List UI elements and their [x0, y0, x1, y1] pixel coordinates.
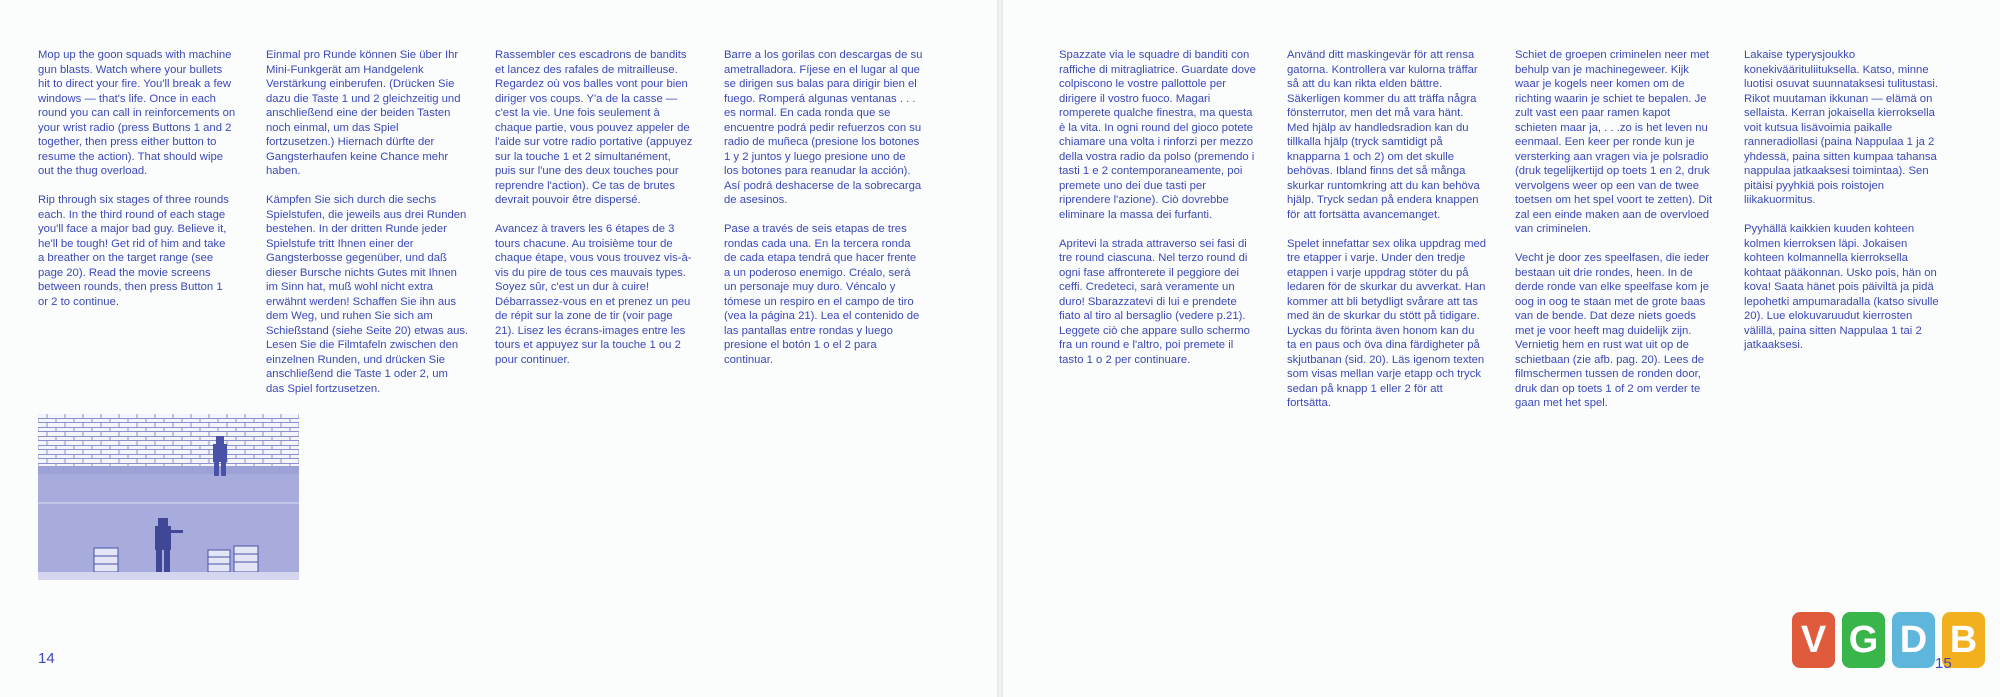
left-page: [0, 0, 997, 697]
french-column: [495, 48, 713, 382]
game-screenshot: [38, 414, 299, 580]
english-paragraph-2: Rip through six stages of three rounds each. In the third round of each stage you'll face a major bad guy. Believe it, he'll be tough! Get rid of him and take a breather on the target range (see page 20). Read the movie screens between rounds, then press Button 1 or 2 to continue.: [38, 194, 229, 308]
logo-letter-g: G: [1842, 612, 1885, 668]
spanish-paragraph-2: Pase a través de seis etapas de tres rondas cada una. En la tercera ronda de cada etapa tendrá que hacer frente a un poderoso enemigo. Créalo, será un personaje muy duro. Véncalo y tómese un respiro en el campo de tiro (vea la página 21). Lea el contenido de las pantallas entre rondas y luego presione el botón 1 o el 2 para continuar.: [724, 223, 920, 366]
italian-paragraph-2: Apritevi la strada attraverso sei fasi di tre round ciascuna. Nel terzo round di ogni fase affronterete il peggiore dei ceffi. Credeteci, sarà veramente un duro! Sbarazzatevi di lui e prendete fiato al tiro al bersaglio (vedere p.21). Leggete ciò che appare sullo schermo fra un round e l'altro, poi premete il tasto 1 o 2 per continuare.: [1059, 237, 1250, 366]
page-number-right: 15: [1935, 655, 1952, 672]
italian-paragraph-1: Spazzate via le squadre di banditi con raffiche di mitragliatrice. Guardate dove colpiscono le vostre pallottole per dirigere il vostro fuoco. Magari romperete qualche finestra, ma questa è la vita. In ogni round del gioco potete chiamare una volta i rinforzi per mezzo della vostra radio da polso (premendo i tasti 1 e 2 contemporaneamente, poi premete uno dei due tasti per riprendere l'azione). Ciò dovrebbe eliminare la massa dei furfanti.: [1059, 49, 1256, 221]
english-column: [38, 48, 256, 324]
finnish-paragraph-1: Lakaise typerysjoukko konekiväärituliituksella. Katso, minne luotisi osuvat suunnataksesi tulitustasi. Rikot muutaman ikkunan — elämä on sellaista. Kerran jokaisella kierroksella voit kutsua lisävoimia paikalle ranneradiollasi (paina Nappulaa 1 ja 2 yhdessä, paina sitten kumpaa tahansa nappulaa jatkaaksesi toimintaa). Sen pitäisi pyyhkiä pois roistojen liikakuormitus.: [1744, 49, 1939, 206]
french-paragraph-2: Avancez à travers les 6 étapes de 3 tours chacune. Au troisième tour de chaque étape, vous vous trouvez vis-à- vis du pire de tous ces mauvais types. Soyez sûr, c'est un dur à cuire! Débarrassez-vous en et prenez un peu de répit sur la zone de tir (voir page 21). Lisez les écrans-images entre les tours et appuyez sur la touche 1 ou 2 pour continuer.: [495, 223, 692, 366]
dutch-column: [1515, 48, 1733, 425]
swedish-paragraph-2: Spelet innefattar sex olika uppdrag med tre etapper i varje. Under den tredje etappen i varje uppdrag stöter du på ledaren för de skurkar du avverkat. Han kommer att bli betydligt svårare att tas med än de skurkar du stött på tidigare. Lyckas du förinta även honom kan du ta en paus och öva dina färdigheter på skjutbanan (sid. 20). Läs igenom texten som visas mellan varje etapp och tryck sedan på knapp 1 eller 2 för att fortsätta.: [1287, 237, 1487, 409]
finnish-column: [1744, 48, 1962, 367]
page-number-left: 14: [38, 650, 55, 667]
logo-letter-b: B: [1942, 612, 1985, 668]
italian-column: [1059, 48, 1277, 382]
german-paragraph-2: Kämpfen Sie sich durch die sechs Spielstufen, die jeweils aus drei Runden bestehen. In der dritten Runde jeder Spielstufe tritt Ihnen einer der Gangsterbosse gegenüber, und daß dieser Bursche nichts Gutes mit Ihnen im Sinn hat, muß wohl nicht extra erwähnt werden! Schaffen Sie ihn aus dem Weg, und ruhen Sie sich am Schießstand (siehe Seite 20) etwas aus. Lesen Sie die Filmtafeln zwischen den einzelnen Runden, und drücken Sie anschließend die Taste 1 oder 2, um das Spiel fortzusetzen.: [266, 194, 469, 395]
english-paragraph-1: Mop up the goon squads with machine gun blasts. Watch where your bullets hit to direct your fire. You'll break a few windows — that's life. Once in each round you can call in reinforcements on your wrist radio (press Buttons 1 and 2 together, then press either button to resume the action). That should wipe out the thug overload.: [38, 49, 236, 177]
german-paragraph-1: Einmal pro Runde können Sie über Ihr Mini-Funkgerät am Handgelenk Verstärkung einberufen. (Drücken Sie dazu die Taste 1 und 2 gleichzeitig und anschließend eine der beiden Tasten noch einmal, um das Spiel fortzusetzen.) Hiernach dürfte der Gangsterhaufen keine Chance mehr haben.: [266, 49, 461, 177]
dutch-paragraph-2: Vecht je door zes speelfasen, die ieder bestaan uit drie rondes, heen. In de derde ronde van elke speelfase kom je oog in oog te staan met de grote baas van de bende. Dat deze niets goeds met je voor heeft mag duidelijk zijn. Vernietig hem en rust wat uit op de schietbaan (zie afb. pag. 20). Lees de filmschermen tussen de ronden door, druk dan op toets 1 of 2 om verder te gaan met het spel.: [1515, 252, 1710, 409]
right-page: [1003, 0, 2000, 697]
finnish-paragraph-2: Pyyhällä kaikkien kuuden kohteen kolmen kierroksen läpi. Jokaisen kohteen kolmannella kierroksella kohtaat pääkonnan. Usko pois, hän on kova! Saata hänet pois päiviltä ja pidä lepohetki ampumaradalla (katso sivulle 20). Lue elokuvaruudut kierrosten välillä, paina sitten Nappulaa 1 tai 2 jatkaaksesi.: [1744, 223, 1939, 351]
logo-letter-d: D: [1892, 612, 1935, 668]
french-paragraph-1: Rassembler ces escadrons de bandits et lancez des rafales de mitrailleuse. Regardez où vos balles vont pour bien diriger vos coups. Y'a de la casse — c'est la vie. Une fois seulement à chaque partie, vous pouvez appeler de l'aide sur votre radio portative (appuyez sur la touche 1 et 2 simultanément, puis sur l'une des deux touches pour reprendre l'action). Ce tas de brutes devrait pouvoir être dispersé.: [495, 49, 693, 206]
spanish-column: [724, 48, 942, 382]
logo-letter-v: V: [1792, 612, 1835, 668]
swedish-column: [1287, 48, 1505, 425]
swedish-paragraph-1: Använd ditt maskingevär för att rensa gatorna. Kontrollera var kulorna träffar så att du kan rikta elden bättre. Säkerligen kommer du att träffa några fönsterrutor, men det må vara hänt. Med hjälp av handledsradion kan du tillkalla hjälp (tryck samtidigt på knapparna 1 och 2) om det skulle behövas. Ibland finns det så många skurkar runtomkring att du kan behöva hjälp. Tryck sedan på endera knappen för att fortsätta avancemanget.: [1287, 49, 1480, 221]
spanish-paragraph-1: Barre a los gorilas con descargas de su ametralladora. Fíjese en el lugar al que se dirigen sus balas para dirigir bien el fuego. Romperá algunas ventanas . . . es normal. En cada ronda que se encuentre podrá pedir refuerzos con su radio de muñeca (presione los botones 1 y 2 juntos y luego presione uno de los botones para reanudar la acción). Así podrá deshacerse de la sobrecarga de asesinos.: [724, 49, 923, 206]
german-column: [266, 48, 484, 411]
dutch-paragraph-1: Schiet de groepen criminelen neer met behulp van je machinegeweer. Kijk waar je kogels neer komen om de richting waarin je schiet te bepalen. Je zult vast een paar ramen kapot schieten maar ja, . . .zo is het leven nu eenmaal. Een keer per ronde kun je versterking aan vragen via je polsradio (druk tegelijkertijd op toets 1 en 2, druk vervolgens weer op een van de twee toetsen om het spel voort te zetten). Dit zal een einde maken aan de overvloed van criminelen.: [1515, 49, 1713, 235]
vgdb-watermark-logo: [1792, 612, 1992, 668]
